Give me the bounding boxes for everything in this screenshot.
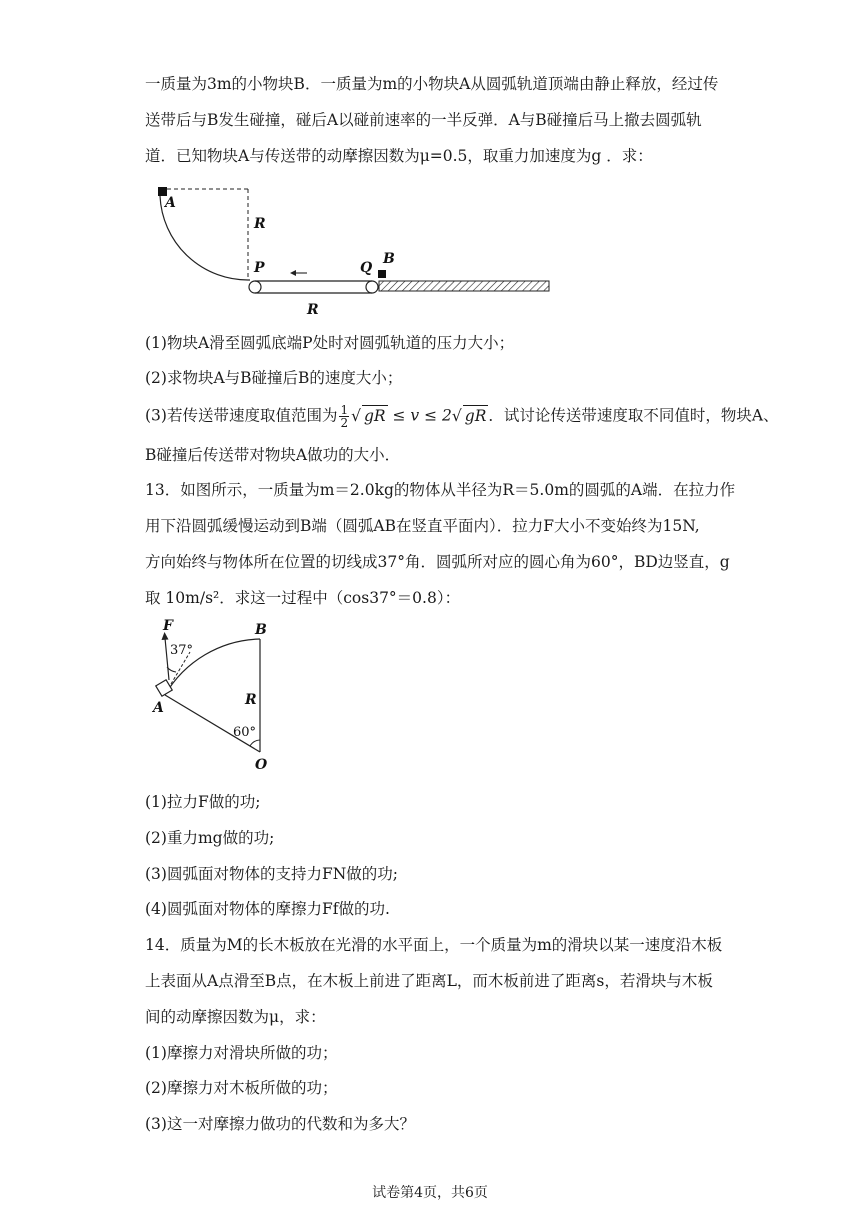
q13-line-4: 取 10m/s²．求这一过程中（cos37°＝0.8）：: [145, 589, 461, 607]
q12-intro-line-3: 道．已知物块A与传送带的动摩擦因数为μ=0.5，取重力加速度为g ．求：: [145, 147, 653, 165]
fraction-denominator: 2: [340, 416, 349, 430]
q14-sub-1: (1)摩擦力对滑块所做的功；: [145, 1044, 338, 1062]
label-r-belt: R: [307, 302, 319, 318]
q13-sub-3: (3)圆弧面对物体的支持力FN做的功;: [145, 865, 398, 883]
q14-line-2: 上表面从A点滑至B点，在木板上前进了距离L，而木板前进了距离s，若滑块与木板: [145, 972, 713, 990]
q13-line-2: 用下沿圆弧缓慢运动到B端（圆弧AB在竖直平面内）．拉力F大小不变始终为15N,: [145, 517, 700, 535]
hatched-ground: [379, 281, 549, 291]
label-o: O: [255, 757, 268, 773]
q13-figure: [145, 612, 285, 774]
force-f-arrow: [165, 638, 169, 680]
label-q: Q: [360, 260, 373, 276]
q12-sub-3-suffix: ．试讨论传送带速度取不同值时，物块A、: [488, 406, 779, 425]
q13-sub-4: (4)圆弧面对物体的摩擦力Ff做的功.: [145, 900, 390, 918]
q12-sub-1: (1)物块A滑至圆弧底端P处时对圆弧轨道的压力大小；: [145, 334, 515, 352]
label-60: 60°: [233, 725, 257, 740]
q13-sub-2: (2)重力mg做的功;: [145, 829, 275, 847]
belt-roller-right: [366, 281, 378, 293]
sqrt-gr-2: gR: [464, 406, 487, 425]
sqrt-gr-1: gR: [364, 406, 386, 425]
belt-roller-left: [249, 281, 261, 293]
block-at-a: [156, 680, 172, 696]
q12-intro-line-2: 送带后与B发生碰撞，碰后A以碰前速率的一半反弹．A与B碰撞后马上撤去圆弧轨: [145, 111, 702, 129]
label-b: B: [383, 251, 395, 267]
label-b2: B: [255, 622, 267, 638]
label-37: 37°: [170, 643, 194, 658]
q14-sub-3: (3)这一对摩擦力做功的代数和为多大？: [145, 1115, 415, 1133]
label-r2: R: [245, 692, 257, 708]
q12-sub-3-line-2: B碰撞后传送带对物块A做功的大小．: [145, 446, 401, 464]
q14-sub-2: (2)摩擦力对木板所做的功；: [145, 1079, 338, 1097]
page-footer: 试卷第4页，共6页: [372, 1185, 488, 1201]
q12-figure: [145, 180, 565, 320]
q14-line-3: 间的动摩擦因数为μ，求：: [145, 1008, 326, 1026]
label-f: F: [163, 618, 173, 634]
label-r-vertical: R: [254, 216, 266, 232]
q12-sub-3-prefix: (3)若传送带速度取值范围为: [145, 406, 338, 425]
label-a2: A: [153, 700, 164, 716]
q13-line-1: 13．如图所示，一质量为m＝2.0kg的物体从半径为R＝5.0m的圆弧的A端．在拉力作: [145, 481, 736, 499]
q14-line-1: 14．质量为M的长木板放在光滑的水平面上，一个质量为m的滑块以某一速度沿木板: [145, 936, 723, 954]
q13-line-3: 方向始终与物体所在位置的切线成37°角．圆弧所对应的圆心角为60°，BD边竖直，g: [145, 553, 730, 571]
q12-intro-line-1: 一质量为3m的小物块B．一质量为m的小物块A从圆弧轨道顶端由静止释放，经过传: [145, 75, 719, 93]
fraction-half: [339, 404, 349, 429]
q13-sub-1: (1)拉力F做的功;: [145, 793, 261, 811]
angle-mark-o: [250, 740, 260, 746]
q12-sub-3: (3)若传送带速度取值范围为 $\frac{1}{2}$ √ gR ≤ v ≤ 2√ gR ．试讨论传送带速度取不同值时，物块A、: [145, 403, 779, 430]
fraction-numerator: 1: [340, 403, 349, 417]
label-a: A: [165, 195, 176, 211]
q12-sub-2: (2)求物块A与B碰撞后B的速度大小；: [145, 369, 403, 387]
q12-sub-3-inequality: ≤ v ≤ 2: [387, 406, 452, 425]
block-b: [378, 270, 386, 278]
label-p: P: [254, 260, 265, 276]
